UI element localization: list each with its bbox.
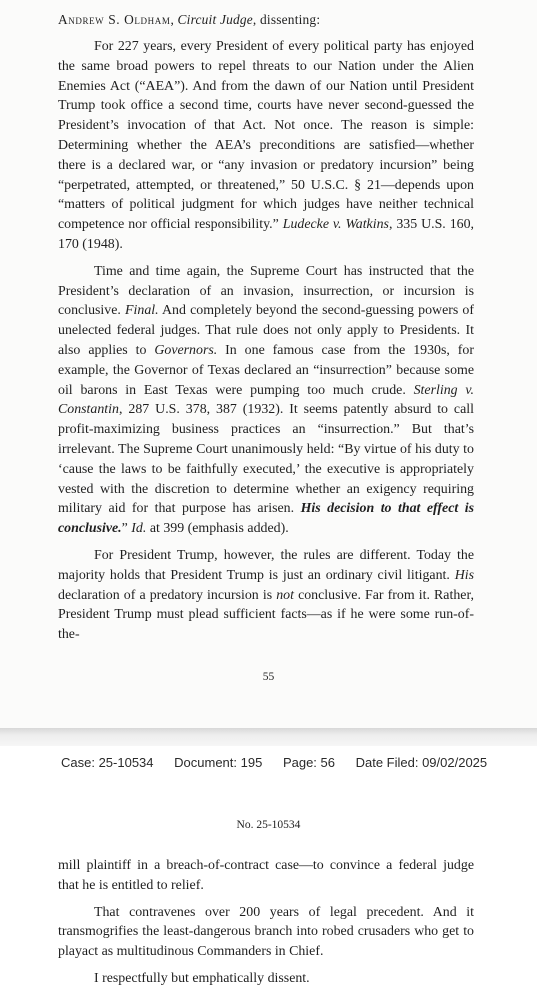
- case-number: Case: 25-10534: [61, 755, 154, 770]
- paragraph-dissent: I respectfully but emphatically dissent.: [94, 970, 310, 986]
- case-citation: Sterling v. Constantin: [58, 382, 474, 418]
- opinion-body-page-55: [58, 37, 474, 645]
- paragraph-text: at 399 (emphasis added).: [146, 521, 289, 537]
- paragraph-text: In one famous case from the 1930s, for example, the Governor of Texas declared an “insurrection” because some oil barons in East Texas were pumping too much crude.: [58, 342, 474, 398]
- emphasis-not: not: [276, 587, 294, 603]
- page-number: 55: [262, 671, 275, 683]
- paragraph-president-trump: [58, 546, 474, 645]
- paragraph-supreme-court: [58, 262, 474, 539]
- id-citation: Id.: [131, 521, 147, 537]
- author-role: Circuit Judge: [177, 12, 253, 27]
- paragraph-continuation: mill plaintiff in a breach-of-contract case—to convince a federal judge that he is entitled to relief.: [58, 858, 474, 893]
- paragraph-text: declaration of a predatory incursion is: [58, 587, 277, 603]
- document-number: Document: 195: [174, 755, 263, 770]
- paragraph-text: conclusive. Far from it. Rather, President Trump must plead sufficient facts—as if he were some run-of-the-: [58, 587, 474, 643]
- paragraph-text: , 335 U.S. 160, 170 (1948).: [58, 217, 475, 252]
- paragraph-text: For 227 years, every President of every political party has enjoyed the same broad powers to repel threats to our Nation under the Alien Enemies Act (“AEA”). And from the dawn of our Nation until President Trump took office a second time, courts have never second-guessed the President’s invocation of that Act. Not once. The reason is simple: Determining whether the AEA’s preconditions are satisfied—whether there is a declared war, or “any invasion or predatory incursion” being “perpetrated, attempted, or threatened,” 50 U.S.C. § 21—depends upon “matters of political judgment for which judges have neither technical competence nor official responsibility.”: [58, 39, 474, 233]
- emphasized-quote: His decision to that effect is conclusive.: [58, 501, 474, 537]
- emphasis-his: His: [454, 567, 474, 583]
- case-citation: Ludecke v. Watkins: [282, 217, 389, 233]
- page-separator: [0, 728, 537, 746]
- paragraph-text: And completely beyond the second-guessing powers of unelected federal judges. That rule does not only apply to Presidents. It also applies to: [58, 303, 474, 358]
- opinion-author-line: Andrew S. Oldham, Circuit Judge, dissenting:: [58, 12, 321, 27]
- paragraph-aea-history: [58, 37, 474, 255]
- paragraph-text: ”: [121, 521, 132, 537]
- page-indicator: Page: 56: [282, 755, 335, 770]
- author-name: Andrew S. Oldham: [58, 12, 171, 27]
- author-suffix: , dissenting:: [252, 12, 321, 27]
- emphasis-governors: Governors.: [154, 342, 218, 358]
- opinion-body-page-56: [58, 856, 474, 989]
- paragraph-legal-precedent: That contravenes over 200 years of legal precedent. And it transmogrifies the least-dangerous branch into robed crusaders who get to playact as multitudinous Commanders in Chief.: [58, 904, 474, 960]
- paragraph-text: For President Trump, however, the rules are different. Today the majority holds that President Trump is just an ordinary civil litigant.: [58, 547, 474, 583]
- emphasis-final: Final.: [125, 303, 159, 319]
- paragraph-text: Time and time again, the Supreme Court has instructed that the President’s declaration of an invasion, insurrection, or incursion is conclusive.: [58, 263, 474, 319]
- ecf-filing-header: [61, 755, 504, 770]
- docket-number: No. 25-10534: [236, 819, 301, 831]
- paragraph-text: , 287 U.S. 378, 387 (1932). It seems patently absurd to call profit-maximizing business practices an “insurrection.” But that’s irrelevant. The Supreme Court unanimously held: “By virtue of his duty to ‘cause the laws to be faithfully executed,’ the executive is appropriately vested with the discretion to determine whether an exigency requiring military aid for that purpose has arisen.: [58, 402, 474, 517]
- date-filed: Date Filed: 09/02/2025: [355, 755, 488, 770]
